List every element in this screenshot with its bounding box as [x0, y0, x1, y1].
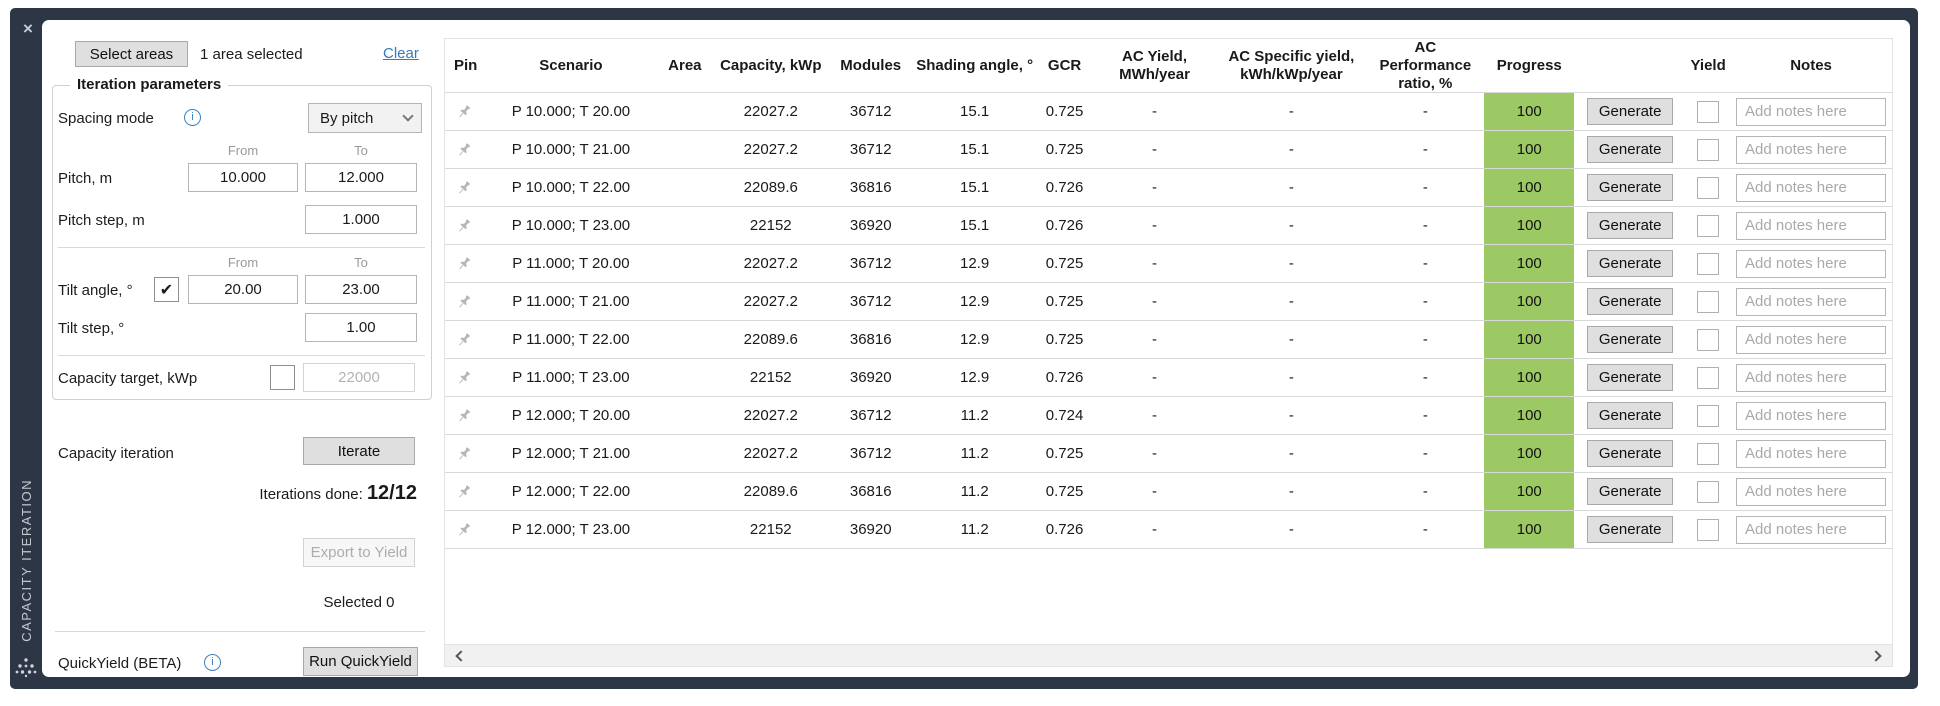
palette-side-bar — [10, 8, 42, 689]
generate-button[interactable]: Generate — [1587, 402, 1673, 429]
yield-cell — [1686, 435, 1730, 472]
notes-input[interactable] — [1736, 212, 1886, 240]
ac-yield-cell: - — [1152, 217, 1158, 234]
yield-cell — [1686, 93, 1730, 130]
yield-cell — [1686, 283, 1730, 320]
col-header-yield: Yield — [1690, 56, 1726, 74]
tilt-step-label: Tilt step, ° — [58, 320, 125, 337]
spacing-mode-info-icon[interactable]: i — [184, 109, 201, 126]
capacity-cell: 22089.6 — [743, 483, 798, 500]
tilt-step-input[interactable] — [305, 313, 417, 342]
col-header-notes: Notes — [1790, 56, 1832, 74]
yield-checkbox[interactable] — [1697, 481, 1719, 503]
capacity-cell: 22152 — [749, 369, 792, 386]
shading-angle-cell: 11.2 — [960, 445, 989, 462]
generate-button[interactable]: Generate — [1587, 98, 1673, 125]
gcr-cell: 0.725 — [1045, 331, 1084, 348]
capacity-iteration-label: Capacity iteration — [58, 445, 174, 462]
pin-icon[interactable] — [445, 435, 485, 472]
notes-input[interactable] — [1736, 478, 1886, 506]
yield-checkbox[interactable] — [1697, 443, 1719, 465]
ac-performance-ratio-cell: - — [1422, 521, 1428, 538]
notes-cell — [1730, 321, 1892, 358]
col-header-gcr: GCR — [1047, 56, 1082, 74]
from-label-pitch: From — [227, 143, 259, 158]
notes-input[interactable] — [1736, 440, 1886, 468]
palette-properties-icon[interactable] — [13, 654, 39, 685]
iterations-done — [188, 482, 417, 505]
col-header-progress: Progress — [1496, 56, 1562, 74]
pitch-step-input[interactable] — [305, 205, 417, 234]
capacity-cell: 22027.2 — [743, 407, 798, 424]
ac-performance-ratio-cell: - — [1422, 179, 1428, 196]
pin-icon[interactable] — [445, 207, 485, 244]
col-header-ac-performance-ratio: AC Performance ratio, % — [1379, 38, 1472, 92]
area-cell — [657, 397, 713, 434]
ac-performance-ratio-cell: - — [1422, 293, 1428, 310]
ac-specific-yield-cell: - — [1288, 483, 1294, 500]
capacity-cell: 22089.6 — [743, 179, 798, 196]
pitch-from-input[interactable] — [188, 163, 298, 192]
shading-angle-cell: 15.1 — [960, 179, 990, 196]
progress-cell: 100 — [1484, 283, 1574, 320]
table-row — [445, 435, 1892, 473]
pin-icon[interactable] — [445, 245, 485, 282]
generate-button[interactable]: Generate — [1587, 326, 1673, 353]
scenario-cell: P 10.000; T 23.00 — [511, 217, 631, 234]
table-row — [445, 283, 1892, 321]
modules-cell: 36920 — [849, 521, 892, 538]
notes-cell — [1730, 397, 1892, 434]
ac-performance-ratio-cell: - — [1422, 255, 1428, 272]
table-row — [445, 207, 1892, 245]
tilt-angle-label: Tilt angle, ° — [58, 282, 133, 299]
gcr-cell: 0.724 — [1045, 407, 1084, 424]
col-header-capacity: Capacity, kWp — [720, 56, 822, 74]
generate-cell — [1574, 511, 1686, 548]
generate-cell — [1574, 359, 1686, 396]
generate-button[interactable]: Generate — [1587, 440, 1673, 467]
yield-cell — [1686, 245, 1730, 282]
ac-yield-cell: - — [1152, 445, 1158, 462]
table-row — [445, 321, 1892, 359]
yield-checkbox[interactable] — [1697, 367, 1719, 389]
yield-cell — [1686, 397, 1730, 434]
area-cell — [657, 321, 713, 358]
gcr-cell: 0.726 — [1045, 521, 1084, 538]
progress-cell: 100 — [1484, 93, 1574, 130]
progress-cell: 100 — [1484, 473, 1574, 510]
yield-checkbox[interactable] — [1697, 329, 1719, 351]
yield-cell — [1686, 131, 1730, 168]
ac-yield-cell: - — [1152, 521, 1158, 538]
select-areas-button[interactable]: Select areas — [75, 41, 188, 67]
table-row — [445, 245, 1892, 283]
col-header-modules: Modules — [840, 56, 902, 74]
shading-angle-cell: 15.1 — [960, 141, 990, 158]
notes-input[interactable] — [1736, 402, 1886, 430]
shading-angle-cell: 11.2 — [960, 521, 989, 538]
modules-cell: 36920 — [849, 217, 892, 234]
ac-specific-yield-cell: - — [1288, 255, 1294, 272]
scenario-table — [444, 38, 1893, 667]
spacing-mode-value: By pitch — [320, 109, 374, 127]
iterations-done-value: 12/12 — [366, 482, 417, 504]
ac-yield-cell: - — [1152, 179, 1158, 196]
gcr-cell: 0.725 — [1045, 445, 1084, 462]
ac-performance-ratio-cell: - — [1422, 141, 1428, 158]
ac-performance-ratio-cell: - — [1422, 407, 1428, 424]
shading-angle-cell: 12.9 — [960, 331, 990, 348]
ac-yield-cell: - — [1152, 103, 1158, 120]
yield-checkbox[interactable] — [1697, 215, 1719, 237]
selected-count: Selected 0 — [323, 594, 395, 611]
ac-specific-yield-cell: - — [1288, 217, 1294, 234]
generate-cell — [1574, 169, 1686, 206]
ac-performance-ratio-cell: - — [1422, 331, 1428, 348]
modules-cell: 36712 — [849, 407, 892, 424]
run-quickyield-button[interactable]: Run QuickYield — [303, 647, 418, 676]
modules-cell: 36816 — [849, 483, 892, 500]
pin-icon[interactable] — [445, 473, 485, 510]
pin-icon[interactable] — [445, 321, 485, 358]
generate-button[interactable]: Generate — [1587, 516, 1673, 543]
pitch-step-label: Pitch step, m — [58, 212, 145, 229]
notes-cell — [1730, 131, 1892, 168]
notes-cell — [1730, 245, 1892, 282]
table-row — [445, 169, 1892, 207]
ac-yield-cell: - — [1152, 331, 1158, 348]
modules-cell: 36712 — [849, 293, 892, 310]
palette-title-text: CAPACITY ITERATION — [18, 479, 34, 642]
ac-yield-cell: - — [1152, 407, 1158, 424]
capacity-target-label: Capacity target, kWp — [58, 370, 198, 387]
area-cell — [657, 435, 713, 472]
quickyield-label: QuickYield (BETA) — [58, 655, 182, 672]
ac-performance-ratio-cell: - — [1422, 483, 1428, 500]
generate-cell — [1574, 283, 1686, 320]
to-label-pitch: To — [354, 143, 368, 158]
notes-cell — [1730, 435, 1892, 472]
tilt-angle-checkbox[interactable]: ✔ — [154, 277, 179, 302]
yield-checkbox[interactable] — [1697, 253, 1719, 275]
yield-checkbox[interactable] — [1697, 291, 1719, 313]
capacity-iteration-window — [10, 8, 1918, 689]
ac-specific-yield-cell: - — [1288, 407, 1294, 424]
chevron-down-icon — [402, 110, 413, 121]
notes-cell — [1730, 511, 1892, 548]
notes-input[interactable] — [1736, 136, 1886, 164]
ac-specific-yield-cell: - — [1288, 331, 1294, 348]
ac-specific-yield-cell: - — [1288, 179, 1294, 196]
notes-input[interactable] — [1736, 174, 1886, 202]
yield-checkbox[interactable] — [1697, 405, 1719, 427]
modules-cell: 36712 — [849, 103, 892, 120]
yield-cell — [1686, 169, 1730, 206]
palette-title — [10, 479, 42, 647]
ac-performance-ratio-cell: - — [1422, 369, 1428, 386]
export-to-yield-button[interactable]: Export to Yield — [303, 538, 415, 567]
generate-button[interactable]: Generate — [1587, 174, 1673, 201]
selection-status: 1 area selected — [200, 46, 303, 63]
close-icon[interactable]: × — [23, 19, 33, 38]
col-header-area: Area — [668, 56, 702, 74]
ac-performance-ratio-cell: - — [1422, 445, 1428, 462]
notes-input[interactable] — [1736, 288, 1886, 316]
generate-button[interactable]: Generate — [1587, 288, 1673, 315]
capacity-cell: 22152 — [749, 521, 792, 538]
to-label-tilt: To — [354, 255, 368, 270]
table-row — [445, 473, 1892, 511]
area-cell — [657, 511, 713, 548]
pin-icon[interactable] — [445, 169, 485, 206]
shading-angle-cell: 12.9 — [960, 293, 990, 310]
yield-checkbox[interactable] — [1697, 519, 1719, 541]
notes-input[interactable] — [1736, 364, 1886, 392]
col-header-ac-yield: AC Yield, MWh/year — [1119, 47, 1190, 83]
table-row — [445, 397, 1892, 435]
generate-cell — [1574, 473, 1686, 510]
spacing-mode-select[interactable] — [308, 103, 422, 133]
area-cell — [657, 169, 713, 206]
ac-performance-ratio-cell: - — [1422, 103, 1428, 120]
divider — [55, 631, 425, 632]
col-header-generate — [1574, 39, 1686, 92]
quickyield-info-icon[interactable]: i — [204, 654, 221, 671]
generate-button[interactable]: Generate — [1587, 364, 1673, 391]
modules-cell: 36712 — [849, 255, 892, 272]
modules-cell: 36920 — [849, 369, 892, 386]
capacity-target-input[interactable] — [303, 363, 415, 392]
scroll-right-icon[interactable] — [1870, 650, 1881, 661]
gcr-cell: 0.725 — [1045, 141, 1084, 158]
pin-icon[interactable] — [445, 511, 485, 548]
area-cell — [657, 207, 713, 244]
progress-cell: 100 — [1484, 131, 1574, 168]
yield-checkbox[interactable] — [1697, 139, 1719, 161]
gcr-cell: 0.725 — [1045, 255, 1084, 272]
gcr-cell: 0.725 — [1045, 293, 1084, 310]
progress-cell: 100 — [1484, 511, 1574, 548]
table-row — [445, 511, 1892, 549]
scenario-cell: P 11.000; T 22.00 — [512, 331, 630, 348]
area-cell — [657, 359, 713, 396]
area-cell — [657, 473, 713, 510]
iterations-done-label: Iterations done: — [259, 486, 367, 503]
col-header-ac-specific-yield: AC Specific yield, kWh/kWp/year — [1228, 47, 1355, 83]
gcr-cell: 0.726 — [1045, 369, 1084, 386]
clear-link[interactable]: Clear — [383, 45, 419, 62]
generate-button[interactable]: Generate — [1587, 136, 1673, 163]
ac-yield-cell: - — [1152, 483, 1158, 500]
capacity-cell: 22027.2 — [743, 293, 798, 310]
capacity-cell: 22027.2 — [743, 445, 798, 462]
ac-specific-yield-cell: - — [1288, 141, 1294, 158]
col-header-shading-angle: Shading angle, ° — [916, 56, 1034, 74]
shading-angle-cell: 12.9 — [960, 255, 990, 272]
generate-button[interactable]: Generate — [1587, 250, 1673, 277]
notes-cell — [1730, 473, 1892, 510]
table-row — [445, 131, 1892, 169]
generate-cell — [1574, 435, 1686, 472]
iterate-button[interactable]: Iterate — [303, 437, 415, 465]
shading-angle-cell: 11.2 — [960, 483, 989, 500]
ac-yield-cell: - — [1152, 293, 1158, 310]
ac-specific-yield-cell: - — [1288, 103, 1294, 120]
tilt-from-input[interactable] — [188, 275, 298, 304]
yield-cell — [1686, 321, 1730, 358]
progress-cell: 100 — [1484, 359, 1574, 396]
pitch-label: Pitch, m — [58, 170, 113, 187]
yield-checkbox[interactable] — [1697, 177, 1719, 199]
yield-cell — [1686, 359, 1730, 396]
modules-cell: 36816 — [849, 179, 892, 196]
gcr-cell: 0.726 — [1045, 217, 1084, 234]
yield-cell — [1686, 207, 1730, 244]
scroll-left-icon[interactable] — [455, 650, 466, 661]
progress-cell: 100 — [1484, 169, 1574, 206]
generate-cell — [1574, 207, 1686, 244]
pin-icon[interactable] — [445, 359, 485, 396]
area-cell — [657, 283, 713, 320]
capacity-cell: 22027.2 — [743, 141, 798, 158]
spacing-mode-label: Spacing mode — [58, 110, 154, 127]
area-cell — [657, 93, 713, 130]
area-cell — [657, 245, 713, 282]
pin-icon[interactable] — [445, 93, 485, 130]
notes-cell — [1730, 207, 1892, 244]
table-row — [445, 93, 1892, 131]
scenario-cell: P 10.000; T 22.00 — [511, 179, 631, 196]
shading-angle-cell: 15.1 — [960, 103, 990, 120]
area-cell — [657, 131, 713, 168]
gcr-cell: 0.725 — [1045, 483, 1084, 500]
ac-yield-cell: - — [1152, 141, 1158, 158]
pin-icon[interactable] — [445, 283, 485, 320]
notes-input[interactable] — [1736, 250, 1886, 278]
progress-cell: 100 — [1484, 245, 1574, 282]
pin-icon[interactable] — [445, 397, 485, 434]
col-header-scenario: Scenario — [539, 56, 603, 74]
iteration-parameters-legend: Iteration parameters — [70, 76, 228, 93]
generate-cell — [1574, 397, 1686, 434]
progress-cell: 100 — [1484, 321, 1574, 358]
shading-angle-cell: 12.9 — [960, 369, 990, 386]
scenario-cell: P 12.000; T 23.00 — [511, 521, 631, 538]
scenario-cell: P 11.000; T 23.00 — [512, 369, 630, 386]
tilt-to-input[interactable] — [305, 275, 417, 304]
scenario-cell: P 11.000; T 20.00 — [512, 255, 630, 272]
generate-cell — [1574, 93, 1686, 130]
capacity-cell: 22152 — [749, 217, 792, 234]
notes-input[interactable] — [1736, 98, 1886, 126]
progress-cell: 100 — [1484, 207, 1574, 244]
ac-specific-yield-cell: - — [1288, 369, 1294, 386]
ac-yield-cell: - — [1152, 255, 1158, 272]
progress-cell: 100 — [1484, 435, 1574, 472]
notes-cell — [1730, 93, 1892, 130]
capacity-cell: 22089.6 — [743, 331, 798, 348]
divider — [58, 355, 425, 356]
col-header-pin: Pin — [454, 56, 478, 74]
table-header-row — [445, 39, 1892, 93]
generate-button[interactable]: Generate — [1587, 478, 1673, 505]
pitch-to-input[interactable] — [305, 163, 417, 192]
ac-yield-cell: - — [1152, 369, 1158, 386]
gcr-cell: 0.726 — [1045, 179, 1084, 196]
horizontal-scrollbar[interactable] — [445, 644, 1892, 666]
shading-angle-cell: 11.2 — [960, 407, 989, 424]
scenario-cell: P 12.000; T 20.00 — [511, 407, 631, 424]
progress-cell: 100 — [1484, 397, 1574, 434]
table-row — [445, 359, 1892, 397]
scenario-cell: P 12.000; T 22.00 — [511, 483, 631, 500]
modules-cell: 36816 — [849, 331, 892, 348]
modules-cell: 36712 — [849, 141, 892, 158]
notes-input[interactable] — [1736, 516, 1886, 544]
generate-cell — [1574, 321, 1686, 358]
divider — [58, 247, 425, 248]
ac-specific-yield-cell: - — [1288, 521, 1294, 538]
ac-specific-yield-cell: - — [1288, 445, 1294, 462]
scenario-cell: P 12.000; T 21.00 — [511, 445, 631, 462]
scenario-cell: P 10.000; T 20.00 — [511, 103, 631, 120]
ac-performance-ratio-cell: - — [1422, 217, 1428, 234]
ac-specific-yield-cell: - — [1288, 293, 1294, 310]
gcr-cell: 0.725 — [1045, 103, 1084, 120]
generate-cell — [1574, 131, 1686, 168]
capacity-target-checkbox[interactable] — [270, 365, 295, 390]
capacity-cell: 22027.2 — [743, 255, 798, 272]
capacity-cell: 22027.2 — [743, 103, 798, 120]
scenario-cell: P 10.000; T 21.00 — [511, 141, 631, 158]
notes-cell — [1730, 359, 1892, 396]
notes-cell — [1730, 169, 1892, 206]
yield-cell — [1686, 473, 1730, 510]
notes-cell — [1730, 283, 1892, 320]
yield-cell — [1686, 511, 1730, 548]
generate-button[interactable]: Generate — [1587, 212, 1673, 239]
scenario-cell: P 11.000; T 21.00 — [512, 293, 630, 310]
pin-icon[interactable] — [445, 131, 485, 168]
notes-input[interactable] — [1736, 326, 1886, 354]
shading-angle-cell: 15.1 — [960, 217, 990, 234]
modules-cell: 36712 — [849, 445, 892, 462]
yield-checkbox[interactable] — [1697, 101, 1719, 123]
from-label-tilt: From — [227, 255, 259, 270]
generate-cell — [1574, 245, 1686, 282]
